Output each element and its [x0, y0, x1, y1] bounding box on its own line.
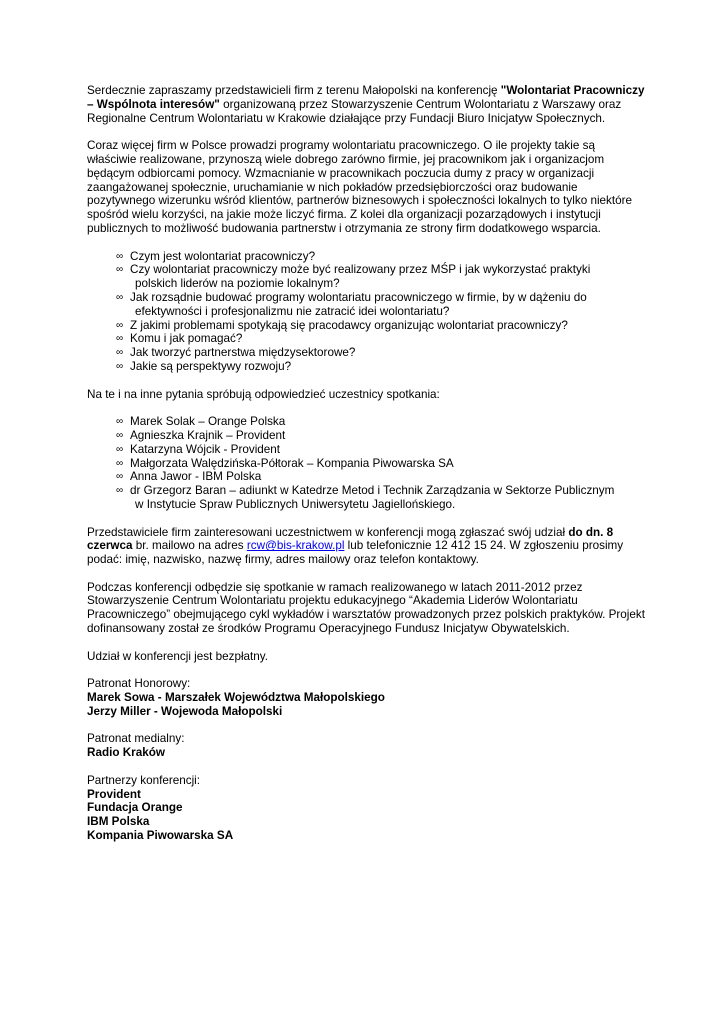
infinity-bullet-icon: ∞ — [116, 443, 124, 455]
partner-name — [87, 815, 647, 829]
registration-text-2: br. mailowo na adres — [132, 539, 247, 553]
question-item — [116, 360, 647, 374]
benefits-paragraph: Coraz więcej firm w Polsce prowadzi programy wolontariatu pracowniczego. O ile projekty takie są właściwie realizowane, przynoszą wiele dobrego zarówno firmie, jej pracownikom jak i organizacjom będącym odbiorcami pomocy. Wzmacnianie w pracownikach poczucia dumy z pracy w organizacji zaangażowanej społecznie, uruchamianie w nich pokładów przedsiębiorczości oraz budowanie pozytywnego wizerunku wśród klientów, partnerów biznesowych i społeczności lokalnych to tylko niektóre spośród wielu korzyści, na jakie może liczyć firma. Z kolei dla organizacji pozarządowych i instytucji publicznych to możliwość budowania partnerstw i otrzymania ze strony firm dodatkowego wsparcia. — [87, 139, 633, 235]
question-text: Z jakimi problemami spotykają się pracodawcy organizując wolontariat pracowniczy? — [130, 318, 568, 332]
infinity-bullet-icon: ∞ — [116, 291, 124, 303]
questions-list — [87, 250, 647, 374]
question-item — [116, 263, 647, 291]
email-link[interactable]: rcw@bis-krakow.pl — [246, 539, 345, 553]
speaker-text: Małgorzata Walędzińska-Półtorak – Kompania Piwowarska SA — [130, 456, 454, 470]
question-text: Jak rozsądnie budować programy wolontariatu pracowniczego w firmie, by w dążeniu do — [130, 290, 587, 304]
media-patronage-label: Patronat medialny: — [87, 732, 185, 746]
question-text-continued: efektywności i profesjonalizmu nie zatracić idei wolontariatu? — [135, 304, 450, 318]
intro-text-2: organizowaną przez Stowarzyszenie Centrum Wolontariatu z Warszawy oraz Regionalne Centrum Wolontariatu w Krakowie działające przy Fundacji Biuro Inicjatyw Społecznych. — [87, 97, 622, 125]
honorary-patron-name-text: Marek Sowa - Marszałek Województwa Małopolskiego — [87, 691, 385, 705]
question-item — [116, 346, 647, 360]
intro-paragraph — [87, 84, 647, 125]
media-patron-name-text: Radio Kraków — [87, 746, 165, 760]
question-text: Jak tworzyć partnerstwa międzysektorowe? — [130, 346, 356, 360]
honorary-patronage-label: Patronat Honorowy: — [87, 677, 191, 691]
question-text: Komu i jak pomagać? — [130, 332, 243, 346]
conference-title: "Wolontariat Pracowniczy – Wspólnota interesów" — [87, 84, 645, 111]
registration-text-1: Przedstawiciele firm zainteresowani uczestnictwem w konferencji mogą zgłaszać swój udział — [87, 525, 569, 539]
speaker-item — [116, 470, 647, 484]
question-item — [116, 250, 647, 264]
speaker-text-continued: w Instytucie Spraw Publicznych Uniwersytetu Jagiellońskiego. — [135, 497, 456, 511]
speaker-text: dr Grzegorz Baran – adiunkt w Katedrze Metod i Technik Zarządzania w Sektorze Publicznym — [130, 484, 615, 498]
question-text: Czy wolontariat pracowniczy może być realizowany przez MŚP i jak wykorzystać praktyki — [130, 263, 591, 277]
project-paragraph: Podczas konferencji odbędzie się spotkanie w ramach realizowanego w latach 2011-2012 przez Stowarzyszenie Centrum Wolontariatu projektu edukacyjnego “Akademia Liderów Wolontariatu Pracowniczego” obejmującego cykl wykładów i warsztatów prowadzonych przez polskich praktyków. Projekt dofinansowany został ze środków Programu Operacyjnego Fundusz Inicjatyw Obywatelskich. — [87, 580, 645, 636]
partner-name-text: Provident — [87, 787, 141, 801]
intro-text-1: Serdecznie zapraszamy przedstawicieli firm z terenu Małopolski na konferencję — [87, 84, 501, 97]
infinity-bullet-icon: ∞ — [116, 250, 124, 262]
speaker-item — [116, 429, 647, 443]
partner-name — [87, 801, 647, 815]
infinity-bullet-icon: ∞ — [116, 416, 124, 428]
infinity-bullet-icon: ∞ — [116, 347, 124, 359]
partner-name — [87, 788, 647, 802]
honorary-patron-name — [87, 705, 647, 719]
infinity-bullet-icon: ∞ — [116, 333, 124, 345]
question-item — [116, 319, 647, 333]
media-patron-name — [87, 746, 647, 760]
registration-text-3: lub telefonicznie 12 412 15 24. W zgłoszeniu prosimy podać: imię, nazwisko, nazwę firmy, adres mailowy oraz telefon kontaktowy. — [87, 539, 624, 567]
speaker-item — [116, 443, 647, 457]
infinity-bullet-icon: ∞ — [116, 485, 124, 497]
speaker-text: Marek Solak – Orange Polska — [130, 415, 286, 429]
speaker-text: Katarzyna Wójcik - Provident — [130, 442, 281, 456]
partners-label: Partnerzy konferencji: — [87, 773, 201, 787]
speakers-intro: Na te i na inne pytania spróbują odpowiedzieć uczestnicy spotkania: — [87, 387, 440, 401]
question-text: Jakie są perspektywy rozwoju? — [130, 359, 292, 373]
speaker-item — [116, 415, 647, 429]
question-text-continued: polskich liderów na poziomie lokalnym? — [135, 277, 340, 291]
free-participation-note: Udział w konferencji jest bezpłatny. — [87, 649, 269, 663]
question-item — [116, 332, 647, 346]
speaker-text: Anna Jawor - IBM Polska — [130, 470, 262, 484]
registration-deadline: do dn. 8 czerwca — [87, 525, 614, 553]
speaker-text: Agnieszka Krajnik – Provident — [130, 428, 286, 442]
partner-name-text: Fundacja Orange — [87, 801, 183, 815]
infinity-bullet-icon: ∞ — [116, 319, 124, 331]
partner-name-text: IBM Polska — [87, 815, 150, 829]
speakers-list — [87, 415, 647, 512]
infinity-bullet-icon: ∞ — [116, 471, 124, 483]
partner-name-text: Kompania Piwowarska SA — [87, 829, 234, 843]
honorary-patron-name — [87, 691, 647, 705]
document-page — [87, 84, 647, 843]
question-text: Czym jest wolontariat pracowniczy? — [130, 249, 316, 263]
infinity-bullet-icon: ∞ — [116, 457, 124, 469]
infinity-bullet-icon: ∞ — [116, 264, 124, 276]
infinity-bullet-icon: ∞ — [116, 360, 124, 372]
registration-paragraph — [87, 526, 647, 567]
honorary-patron-name-text: Jerzy Miller - Wojewoda Małopolski — [87, 704, 283, 718]
infinity-bullet-icon: ∞ — [116, 429, 124, 441]
speaker-item — [116, 457, 647, 471]
question-item — [116, 291, 647, 319]
partner-name — [87, 829, 647, 843]
speaker-item — [116, 484, 647, 512]
